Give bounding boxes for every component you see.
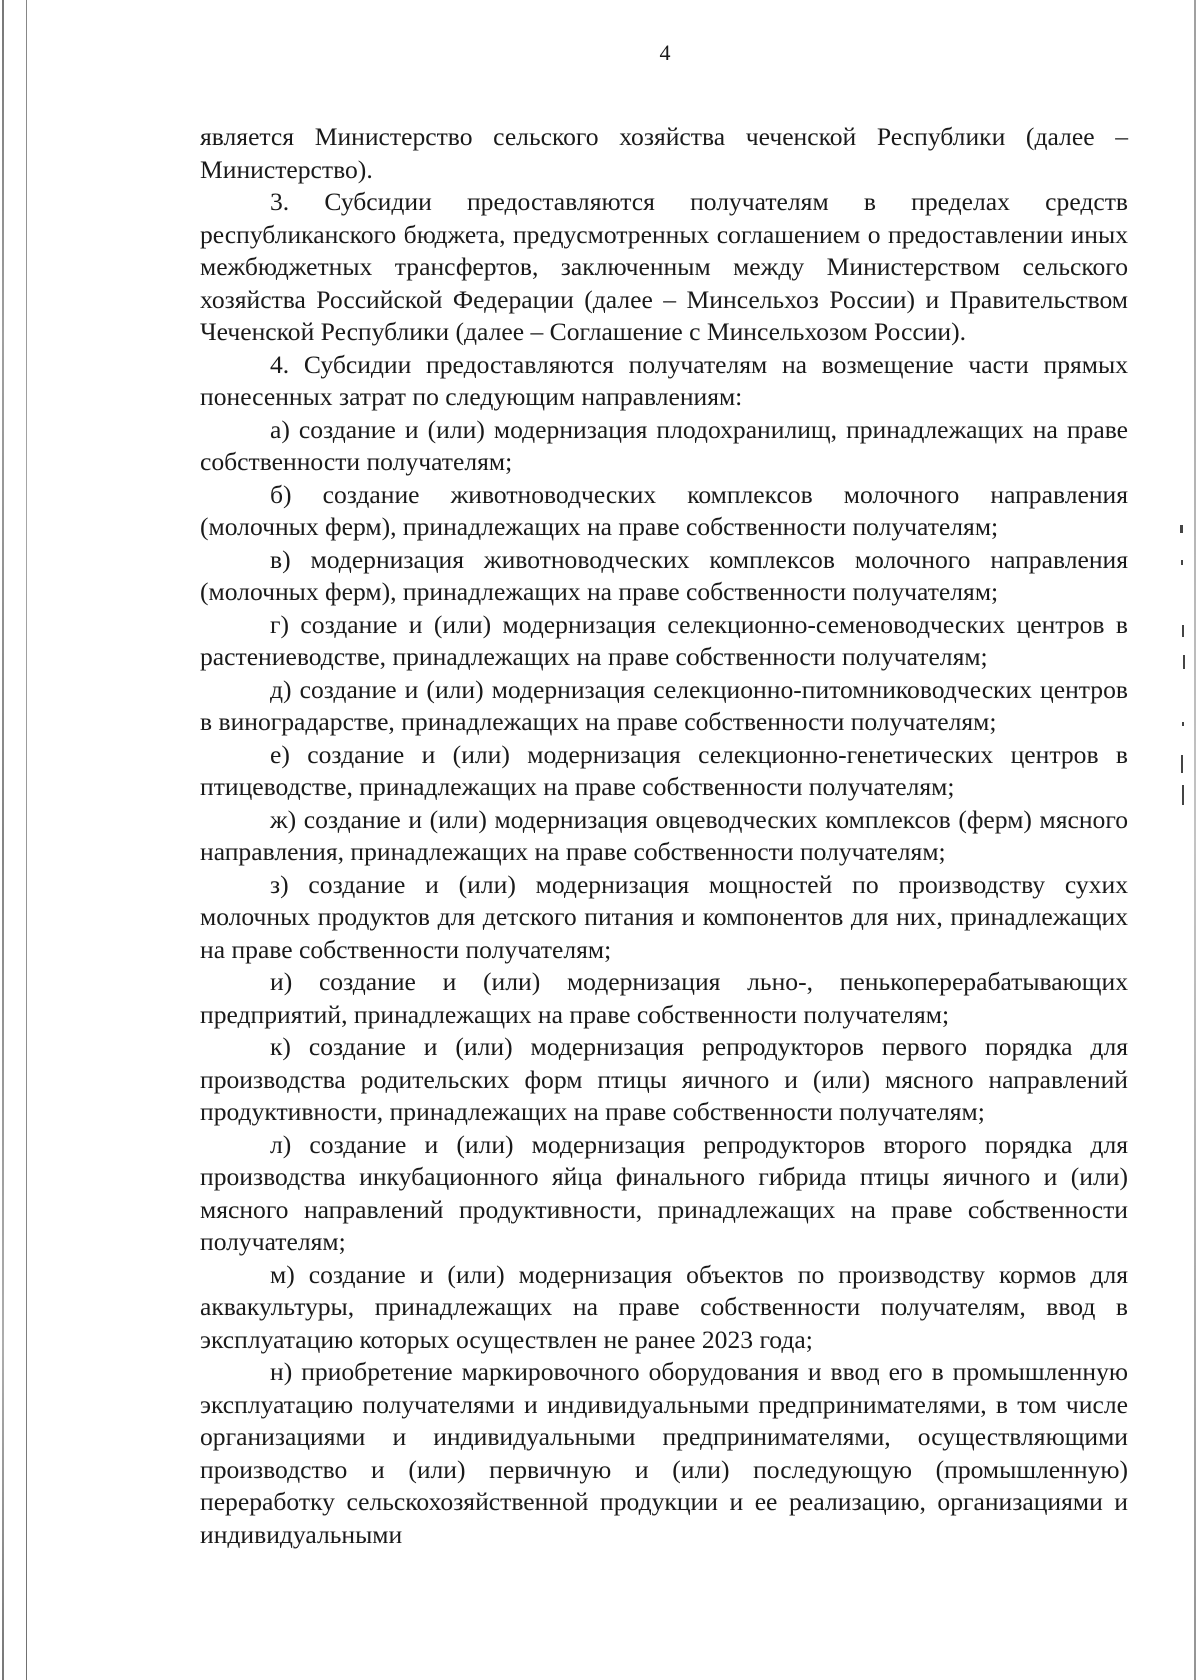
scan-speck xyxy=(1180,525,1183,533)
document-body xyxy=(200,121,1128,1551)
scan-speck xyxy=(1182,785,1184,805)
scan-edge-right xyxy=(1194,0,1196,1680)
paragraph: з) создание и (или) модернизация мощностей по производству сухих молочных продуктов для детского питания и компонентов для них, принадлежащих на праве собственности получателям; xyxy=(200,869,1128,964)
page-number: 4 xyxy=(659,40,671,65)
paragraph: к) создание и (или) модернизация репродукторов первого порядка для производства родительских форм птицы яичного и (или) мясного направлений продуктивности, принадлежащих на праве собственности получателям; xyxy=(200,1032,1128,1126)
paragraph: м) создание и (или) модернизация объектов по производству кормов для аквакультуры, принадлежащих на праве собственности получателям, ввод в эксплуатацию которых осуществлен не ранее 2023 года; xyxy=(200,1259,1128,1354)
scan-speck xyxy=(1182,625,1184,637)
paragraph: является Министерство сельского хозяйства чеченской Республики (далее – Министерство). xyxy=(200,122,1128,184)
paragraph: н) приобретение маркировочного оборудования и ввод его в промышленную эксплуатацию получателями и индивидуальными предпринимателями, в том числе организациями и индивидуальными предпринимателями, осуществляющими производство и (или) первичную и (или) последующую (промышленную) переработку сельскохозяйственной продукции и ее реализацию, организациями и индивидуальными xyxy=(200,1357,1128,1549)
paragraph: ж) создание и (или) модернизация овцеводческих комплексов (ферм) мясного направления, принадлежащих на праве собственности получателям; xyxy=(200,804,1128,866)
paragraph: 4. Субсидии предоставляются получателям на возмещение части прямых понесенных затрат по следующим направлениям: xyxy=(200,349,1128,411)
scan-speck xyxy=(1183,655,1185,669)
scan-edge-left-inner xyxy=(26,0,27,1680)
paragraph: а) создание и (или) модернизация плодохранилищ, принадлежащих на праве собственности получателям; xyxy=(200,414,1128,476)
paragraph: в) модернизация животноводческих комплексов молочного направления (молочных ферм), принадлежащих на праве собственности получателям; xyxy=(200,544,1128,606)
paragraph: б) создание животноводческих комплексов молочного направления (молочных ферм), принадлежащих на праве собственности получателям; xyxy=(200,479,1128,541)
paragraph: д) создание и (или) модернизация селекционно-питомниководческих центров в виноградарстве, принадлежащих на праве собственности получателям; xyxy=(200,674,1128,736)
paragraph: г) создание и (или) модернизация селекционно-семеноводческих центров в растениеводстве, принадлежащих на праве собственности получателям; xyxy=(200,609,1128,671)
paragraph: л) создание и (или) модернизация репродукторов второго порядка для производства инкубационного яйца финального гибрида птицы яичного и (или) мясного направлений продуктивности, принадлежащих на праве собственности получателям; xyxy=(200,1129,1128,1256)
scan-edge-left xyxy=(2,0,4,1680)
scan-speck xyxy=(1182,722,1184,726)
paragraph: 3. Субсидии предоставляются получателям в пределах средств республиканского бюджета, предусмотренных соглашением о предоставлении иных межбюджетных трансфертов, заключенным между Министерством сельского хозяйства Российской Федерации (далее – Минсельхоз России) и Правительством Чеченской Республики (далее – Соглашение с Минсельхозом России). xyxy=(200,187,1128,346)
scan-speck xyxy=(1181,560,1183,565)
paragraph: и) создание и (или) модернизация льно-, пенькоперерабатывающих предприятий, принадлежащих на праве собственности получателям; xyxy=(200,967,1128,1029)
paragraph: е) создание и (или) модернизация селекционно-генетических центров в птицеводстве, принадлежащих на праве собственности получателям; xyxy=(200,739,1128,801)
scan-speck xyxy=(1181,755,1183,773)
